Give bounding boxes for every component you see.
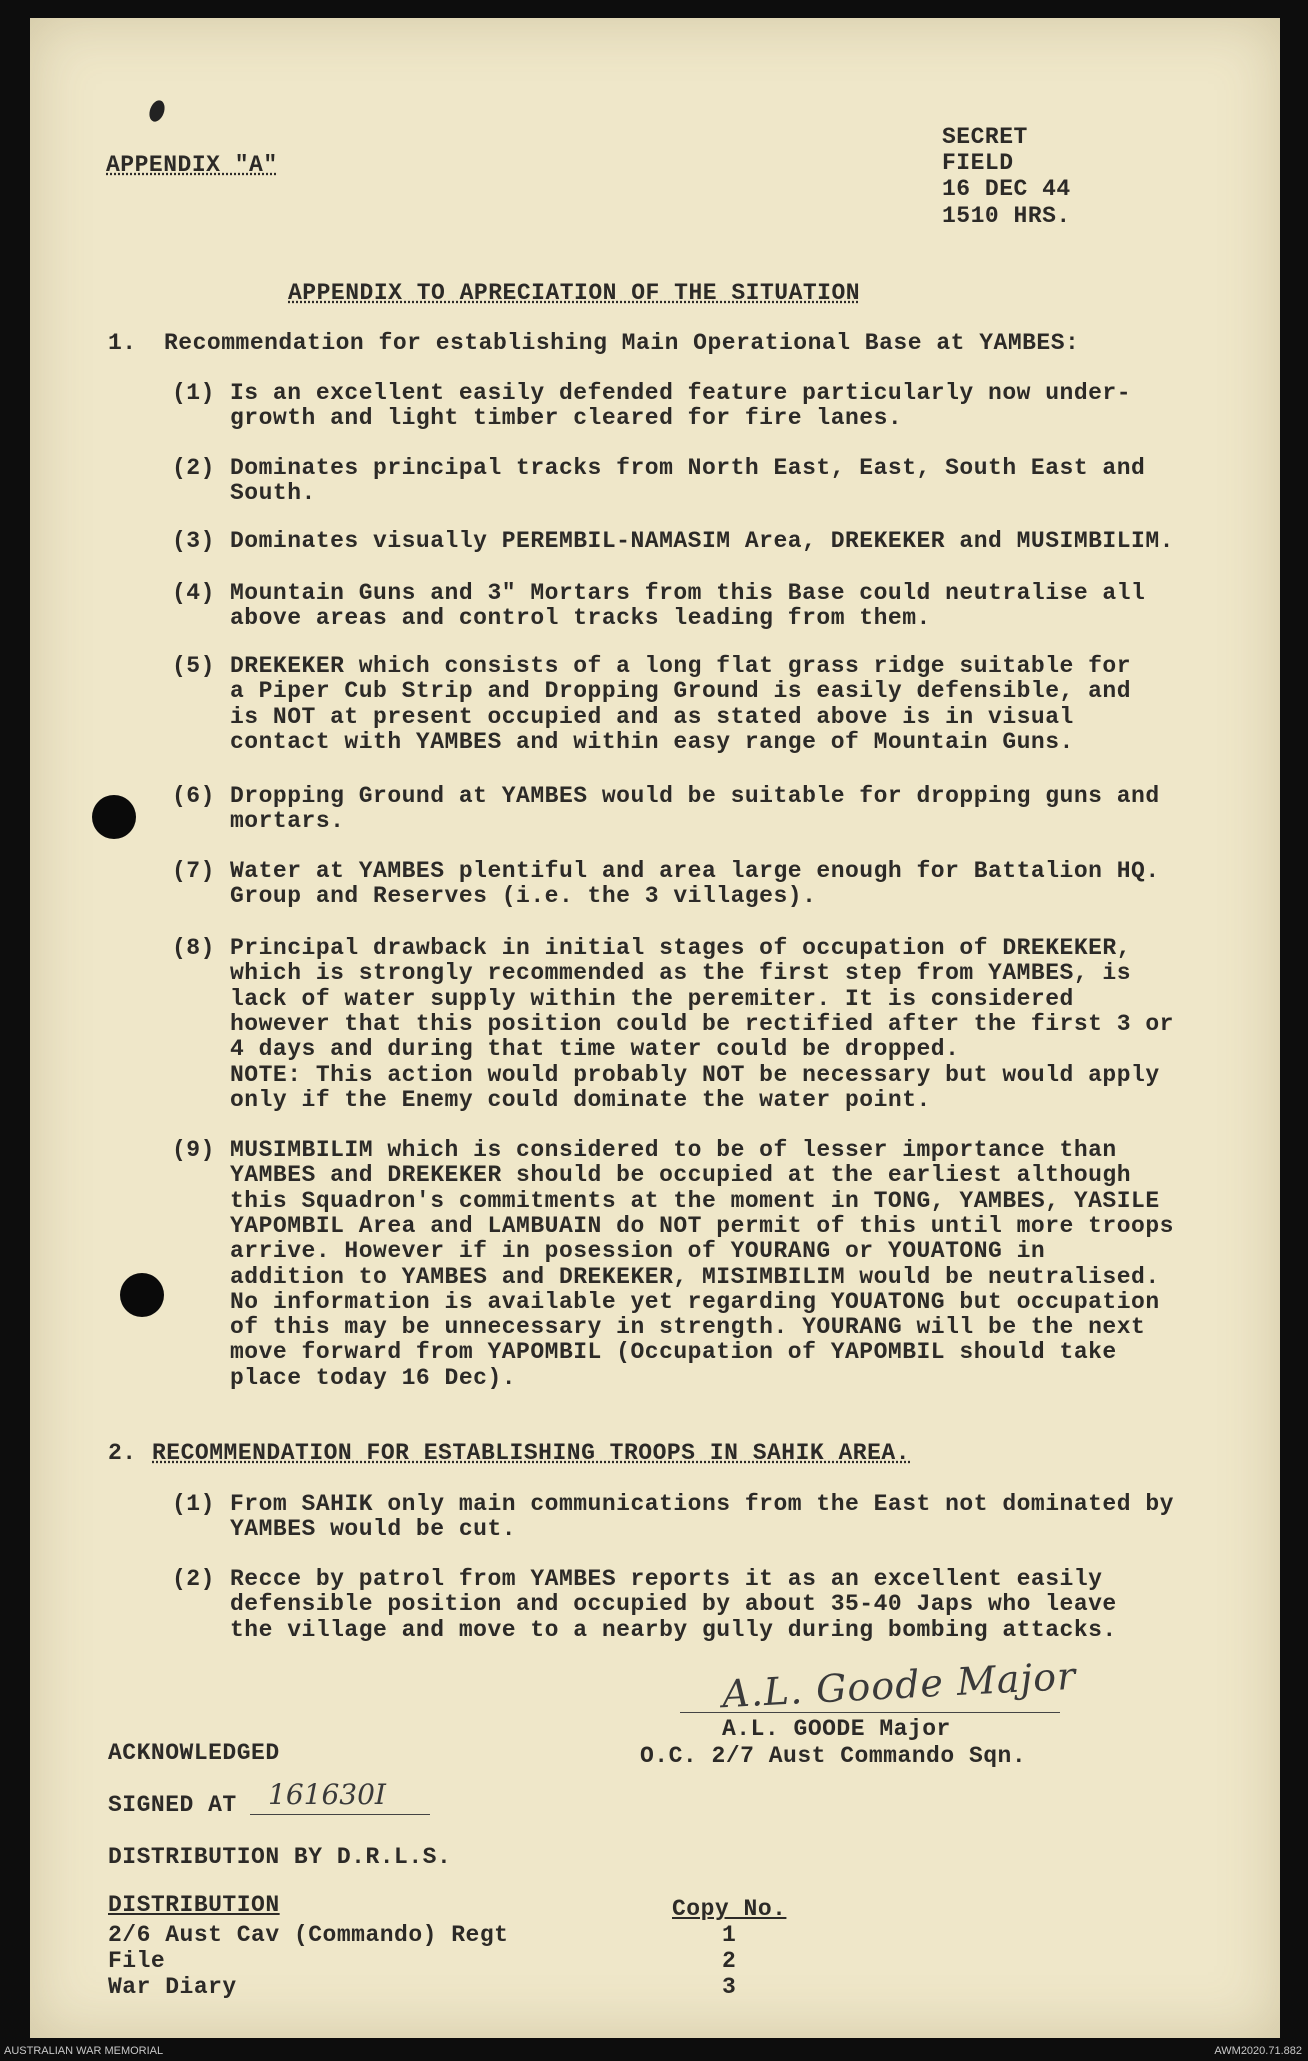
item-text-line: Mountain Guns and 3" Mortars from this Base could neutralise all [230,580,1146,606]
signed-at-value: 161630I [268,1778,386,1811]
distribution-copy-number: 1 [722,1922,737,1948]
distribution-copy-number: 2 [722,1948,737,1974]
item-number: (9) [172,1137,215,1163]
item-text-line: growth and light timber cleared for fire lanes. [230,405,903,432]
item-text-line: Dominates visually PEREMBIL-NAMASIM Area, DREKEKER and MUSIMBILIM. [230,528,1174,554]
item-text-line: however that this position could be rectified after the first 3 or [230,1010,1174,1037]
signatory-title: O.C. 2/7 Aust Commando Sqn. [640,1743,1027,1769]
item-text-line: From SAHIK only main communications from the East not dominated by [230,1491,1174,1517]
distribution-heading: DISTRIBUTION [108,1892,280,1918]
item-text-line: is NOT at present occupied and as stated above is in visual [230,703,1074,730]
signatory-name: A.L. GOODE Major [722,1716,951,1742]
item-text-line: lack of water supply within the peremiter. It is considered [230,985,1074,1012]
distribution-recipient: 2/6 Aust Cav (Commando) Regt [108,1922,509,1948]
item-text-line: addition to YAMBES and DREKEKER, MISIMBILIM would be neutralised. [230,1263,1160,1290]
item-number: (2) [172,455,215,481]
item-text-line: arrive. However if in posession of YOURANG or YOUATONG in [230,1238,1046,1265]
signature-line [680,1712,1060,1713]
copy-heading: Copy No. [672,1896,787,1922]
footer-right: AWM2020.71.882 [1214,2045,1302,2057]
item-text-line: YAMBES and DREKEKER should be occupied at the earliest although [230,1162,1132,1189]
date: 16 DEC 44 [942,176,1071,202]
item-number: (7) [172,858,215,884]
item-text-line: MUSIMBILIM which is considered to be of lesser importance than [230,1137,1117,1163]
item-text-line: No information is available yet regarding YOUATONG but occupation [230,1288,1160,1315]
item-text-line: mortars. [230,808,345,835]
footer-left: AUSTRALIAN WAR MEMORIAL [4,2045,164,2057]
item-text-line: NOTE: This action would probably NOT be necessary but would apply [230,1061,1160,1088]
item-text-line: South. [230,480,316,507]
acknowledged-label: ACKNOWLEDGED [108,1740,280,1766]
item-number: (4) [172,580,215,606]
item-text-line: contact with YAMBES and within easy range of Mountain Guns. [230,728,1074,755]
item-text-line: Principal drawback in initial stages of occupation of DREKEKER, [230,935,1132,961]
item-text-line: defensible position and occupied by about 35-40 Japs who leave [230,1591,1117,1618]
distribution-recipient: War Diary [108,1974,237,2000]
distribution-by: DISTRIBUTION BY D.R.L.S. [108,1844,452,1870]
item-text-line: YAMBES would be cut. [230,1516,517,1543]
time: 1510 HRS. [942,203,1071,229]
signed-at-line [250,1814,430,1815]
section1-heading: Recommendation for establishing Main Operational Base at YAMBES: [164,330,1080,356]
item-number: (8) [172,935,215,961]
item-number: (2) [172,1566,215,1592]
item-text-line: this Squadron's commitments at the moment in TONG, YAMBES, YASILE [230,1187,1160,1214]
punch-hole-bottom [120,1273,164,1317]
item-text-line: which is strongly recommended as the first step from YAMBES, is [230,960,1132,987]
item-number: (1) [172,1491,215,1517]
item-text-line: Group and Reserves (i.e. the 3 villages). [230,883,817,910]
section1-number: 1. [108,330,137,356]
item-text-line: Dropping Ground at YAMBES would be suitable for dropping guns and [230,783,1160,809]
item-number: (1) [172,380,215,406]
punch-hole-top [92,795,136,839]
item-text-line: place today 16 Dec). [230,1364,517,1391]
item-text-line: move forward from YAPOMBIL (Occupation of YAPOMBIL should take [230,1339,1117,1366]
handwritten-signature: A.L. Goode Major [721,1653,1078,1717]
section2-number: 2. [108,1440,137,1466]
item-text-line: only if the Enemy could dominate the water point. [230,1086,931,1113]
item-text-line: 4 days and during that time water could be dropped. [230,1036,960,1063]
item-text-line: a Piper Cub Strip and Dropping Ground is easily defensible, and [230,678,1132,705]
distribution-copy-number: 3 [722,1974,737,2000]
item-text-line: of this may be unnecessary in strength. YOURANG will be the next [230,1314,1146,1341]
item-text-line: Is an excellent easily defended feature particularly now under- [230,380,1132,406]
appendix-label: APPENDIX "A" [106,152,278,178]
item-number: (6) [172,783,215,809]
signed-at-label: SIGNED AT [108,1792,237,1818]
classification: SECRET [942,124,1028,150]
item-text-line: YAPOMBIL Area and LAMBUAIN do NOT permit of this until more troops [230,1212,1174,1239]
item-number: (5) [172,653,215,679]
distribution-recipient: File [108,1948,166,1974]
item-number: (3) [172,528,215,554]
item-text-line: Dominates principal tracks from North East, East, South East and [230,455,1146,481]
section2-heading: RECOMMENDATION FOR ESTABLISHING TROOPS IN SAHIK AREA. [152,1440,911,1466]
item-text-line: the village and move to a nearby gully during bombing attacks. [230,1616,1117,1643]
item-text-line: Recce by patrol from YAMBES reports it as an excellent easily [230,1566,1103,1592]
page-title: APPENDIX TO APRECIATION OF THE SITUATION [288,280,861,306]
location: FIELD [942,150,1014,176]
item-text-line: Water at YAMBES plentiful and area large enough for Battalion HQ. [230,858,1160,884]
item-text-line: DREKEKER which consists of a long flat grass ridge suitable for [230,653,1132,679]
item-text-line: above areas and control tracks leading from them. [230,605,931,632]
